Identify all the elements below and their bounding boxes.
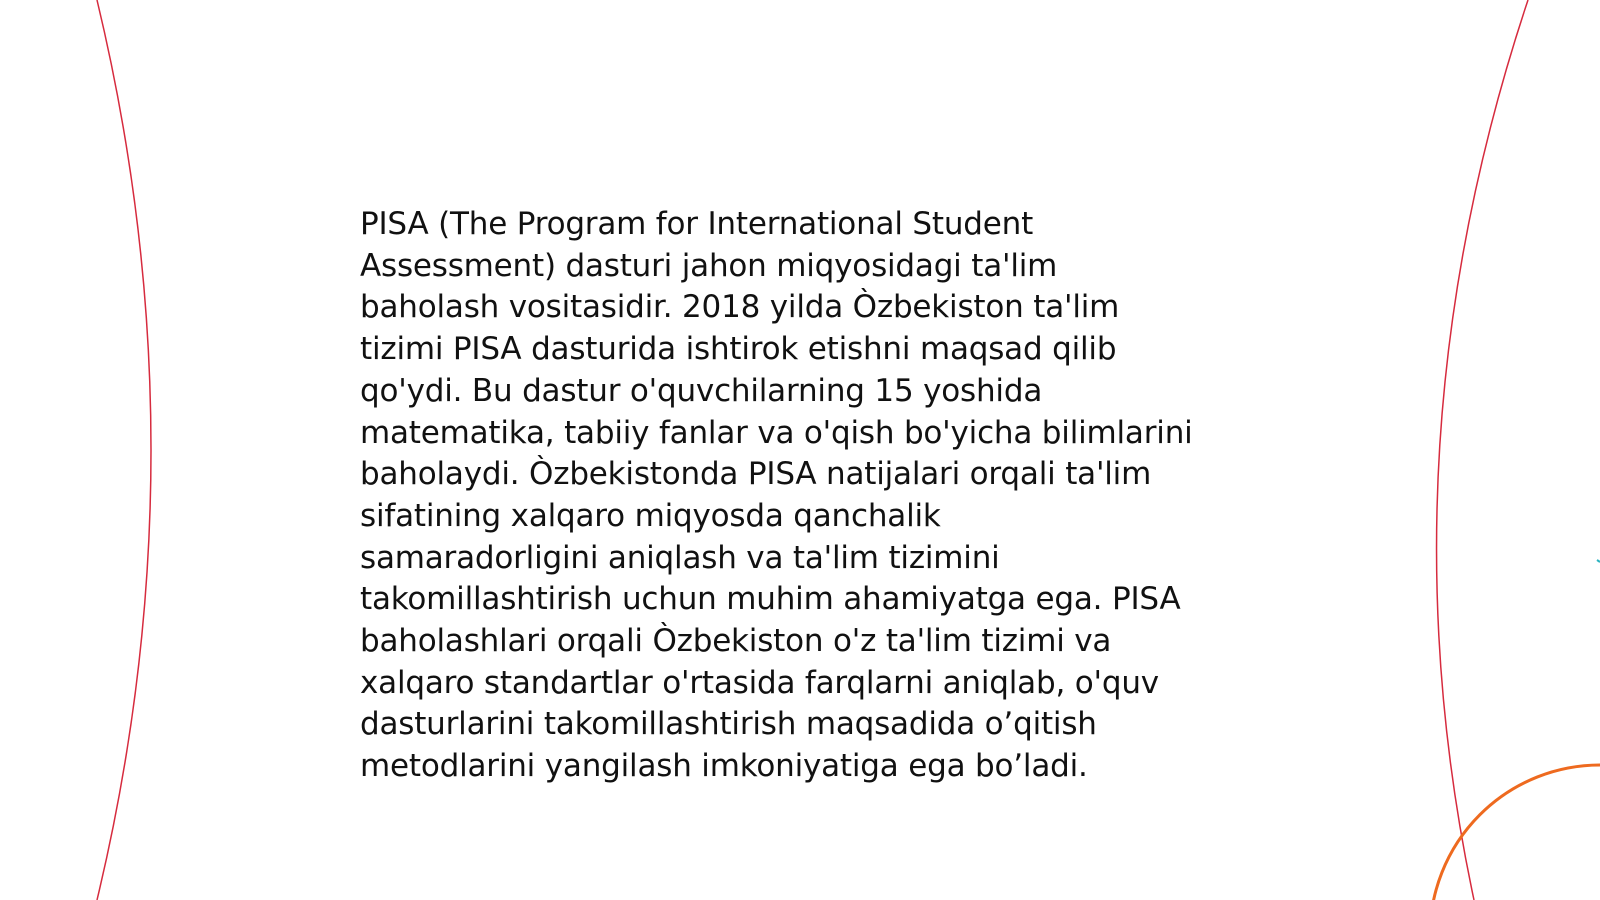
- text-line: baholash vositasidir. 2018 yilda Òzbekiston ta'lim: [360, 289, 1120, 326]
- left-arc-curve: [97, 0, 151, 900]
- body-paragraph: [360, 204, 1240, 788]
- orange-ring-decoration: [1430, 765, 1600, 900]
- text-line: PISA (The Program for International Student: [360, 206, 1034, 242]
- text-line: takomillashtirish uchun muhim ahamiyatga ega. PISA: [360, 581, 1181, 618]
- right-arc-curve: [1437, 0, 1528, 900]
- text-line: sifatining xalqaro miqyosda qanchalik: [360, 497, 941, 534]
- text-line: xalqaro standartlar o'rtasida farqlarni aniqlab, o'quv: [360, 664, 1159, 701]
- text-line: metodlarini yangilash imkoniyatiga ega bo’ladi.: [360, 748, 1088, 785]
- text-line: matematika, tabiiy fanlar va o'qish bo'yicha bilimlarini: [360, 414, 1193, 451]
- text-line: Assessment) dasturi jahon miqyosidagi ta'lim: [360, 247, 1058, 284]
- text-line: qo'ydi. Bu dastur o'quvchilarning 15 yoshida: [360, 372, 1043, 409]
- text-line: tizimi PISA dasturida ishtirok etishni maqsad qilib: [360, 331, 1117, 368]
- text-line: baholashlari orqali Òzbekiston o'z ta'lim tizimi va: [360, 623, 1112, 660]
- text-line: baholaydi. Òzbekistonda PISA natijalari orqali ta'lim: [360, 456, 1152, 493]
- text-line: dasturlarini takomillashtirish maqsadida o’qitish: [360, 706, 1097, 743]
- text-line: samaradorligini aniqlash va ta'lim tizimini: [360, 539, 1000, 576]
